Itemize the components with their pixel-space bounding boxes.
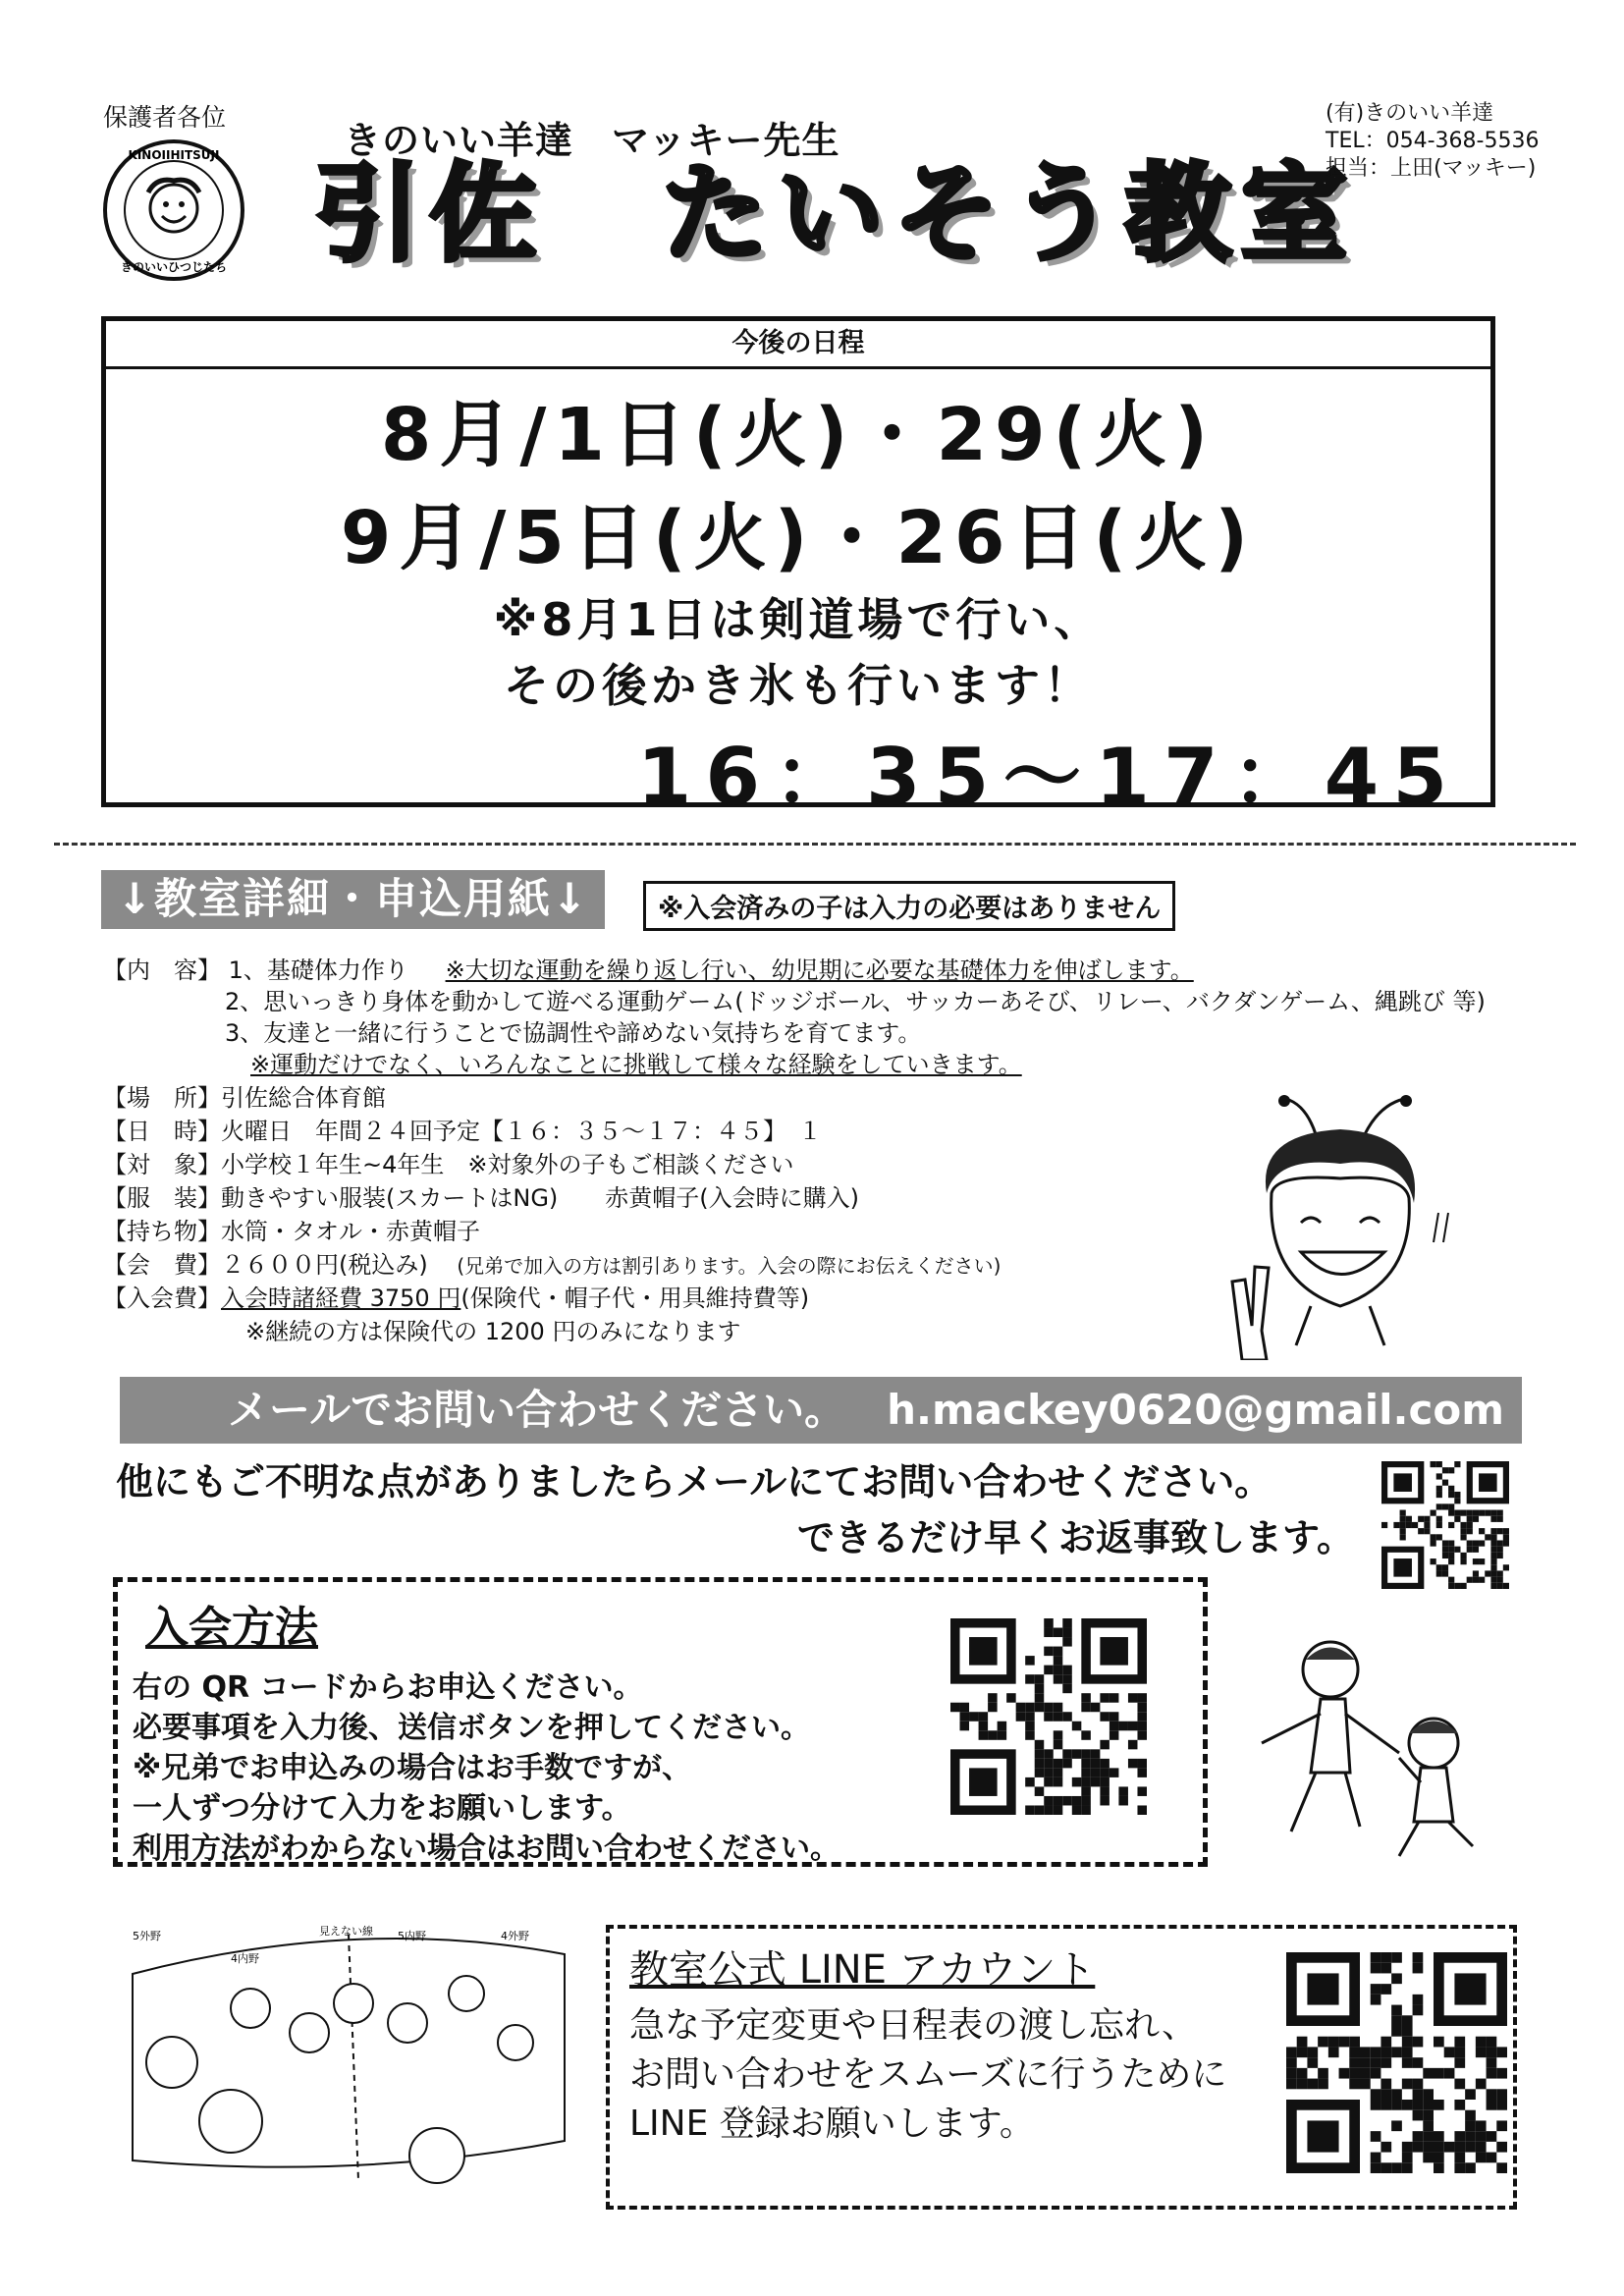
schedule-box (101, 316, 1495, 823)
detail-fee-row (103, 1245, 1001, 1280)
dodgeball-illustration (113, 1915, 579, 2210)
details-heading: ↓教室詳細・申込用紙↓ (101, 870, 605, 929)
inquiry-text-1: 他にもご不明な点がありましたらメールにてお問い合わせください。 (116, 1460, 1272, 1503)
detail-entry-row (103, 1279, 809, 1313)
join-line: 一人ずつ分けて入力をお願いします。 (133, 1791, 631, 1826)
detail-key: 【服 装】 (103, 1184, 221, 1212)
detail-target-row (103, 1145, 794, 1179)
detail-clothes: 動きやすい服装(スカートはNG) 赤黄帽子(入会時に購入) (221, 1184, 860, 1212)
line-account-title: 教室公式 LINE アカウント (629, 1947, 1096, 1993)
company-tel: TEL：054-368-5536 (1326, 129, 1540, 153)
illustration-label: 4外野 (501, 1930, 529, 1942)
logo (101, 137, 246, 283)
detail-place-row (103, 1078, 386, 1113)
detail-key: 【会 費】 (103, 1251, 221, 1279)
addressee: 保護者各位 (103, 103, 227, 132)
schedule-note-1: ※8月1日は剣道場で行い、 (493, 593, 1104, 646)
detail-fee: ２６００円(税込み) (221, 1251, 428, 1279)
detail-content-note: ※運動だけでなく、いろんなことに挑戦して様々な経験をしていきます。 (250, 1051, 1022, 1078)
line-qr-code[interactable] (1286, 1952, 1507, 2173)
detail-items-row (103, 1212, 480, 1246)
detail-key: 【日 時】 (103, 1118, 221, 1145)
kids-running-illustration (1252, 1635, 1492, 1866)
contact-text: メールでお問い合わせください。 (228, 1386, 846, 1434)
inquiry-text-2: できるだけ早くお返事致します。 (797, 1516, 1354, 1559)
line-account-text: お問い合わせをスムーズに行うために (629, 2054, 1227, 2095)
detail-place: 引佐総合体育館 (221, 1084, 386, 1112)
join-line: 必要事項を入力後、送信ボタンを押してください。 (133, 1711, 810, 1745)
divider (54, 843, 1576, 846)
svg-text:きのいいひつじたち: きのいいひつじたち (120, 260, 228, 274)
detail-target: 小学校１年生~4年生 ※対象外の子もご相談ください (221, 1151, 794, 1178)
detail-items: 水筒・タオル・赤黄帽子 (221, 1218, 480, 1245)
join-title: 入会方法 (145, 1603, 318, 1653)
subtitle: きのいい羊達 マッキー先生 (344, 119, 840, 162)
detail-datetime-row (103, 1112, 822, 1146)
detail-fee-note: (兄弟で加入の方は割引あります。入会の際にお伝えください) (457, 1254, 1001, 1278)
illustration-label: 見えない線 (319, 1925, 373, 1938)
join-line: 利用方法がわからない場合はお問い合わせください。 (133, 1831, 839, 1866)
detail-content-1: 1、基礎体力作り (228, 957, 408, 984)
mail-qr-code[interactable] (1381, 1461, 1509, 1589)
detail-content-3: 3、友達と一緒に行うことで協調性や諦めない気持ちを育てます。 (225, 1019, 922, 1047)
schedule-dates-september: 9月/5日(火)・26日(火) (340, 496, 1257, 580)
line-account-text: LINE 登録お願いします。 (629, 2104, 1035, 2144)
page-title: 引佐 たいそう教室 (314, 153, 1358, 276)
detail-entry-note: ※継続の方は保険代の 1200 円のみになります (245, 1318, 741, 1345)
illustration-label: 5外野 (133, 1930, 161, 1942)
detail-key: 【場 所】 (103, 1084, 221, 1112)
schedule-header: 今後の日程 (106, 321, 1490, 369)
svg-text:KINOIIHITSUJI: KINOIIHITSUJI (128, 148, 220, 162)
join-line: ※兄弟でお申込みの場合はお手数ですが、 (133, 1751, 692, 1785)
detail-entry-detail: (保険代・帽子代・用具維持費等) (460, 1285, 810, 1312)
member-note: ※入会済みの子は入力の必要はありません (643, 881, 1175, 931)
join-line: 右の QR コードからお申込ください。 (133, 1670, 643, 1705)
detail-clothes-row (103, 1178, 859, 1213)
detail-content-1-note: ※大切な運動を繰り返し行い、幼児期に必要な基礎体力を伸ばします。 (445, 957, 1194, 984)
schedule-time: 16：35～17：45 (636, 732, 1461, 823)
detail-entry: 入会時諸経費 3750 円 (221, 1285, 461, 1312)
join-qr-code[interactable] (950, 1618, 1147, 1815)
company-name: (有)きのいい羊達 (1326, 101, 1494, 126)
detail-datetime: 火曜日 年間２４回予定【１６：３５～１７：４５】 １ (221, 1118, 822, 1145)
detail-content-row (103, 951, 1194, 985)
detail-key: 【入会費】 (103, 1285, 221, 1312)
teacher-illustration (1218, 1095, 1473, 1360)
detail-key: 【対 象】 (103, 1151, 221, 1178)
contact-email-link[interactable]: h.mackey0620@gmail.com (887, 1386, 1504, 1434)
line-account-text: 急な予定変更や日程表の渡し忘れ、 (629, 2005, 1198, 2046)
detail-key: 【持ち物】 (103, 1218, 221, 1245)
illustration-label: 4内野 (231, 1952, 259, 1965)
schedule-note-2: その後かき氷も行います！ (504, 659, 1093, 712)
detail-content-2: 2、思いっきり身体を動かして遊べる運動ゲーム(ドッジボール、サッカーあそび、リレー、バクダンゲーム、縄跳び 等) (225, 988, 1486, 1015)
illustration-label: 5内野 (398, 1930, 426, 1942)
company-contact: 担当：上田(マッキー) (1326, 156, 1537, 181)
schedule-dates-august: 8月/1日(火)・29(火) (380, 393, 1217, 477)
company-info (1326, 100, 1539, 183)
contact-bar (120, 1377, 1522, 1444)
detail-key: 【内 容】 (103, 957, 221, 984)
